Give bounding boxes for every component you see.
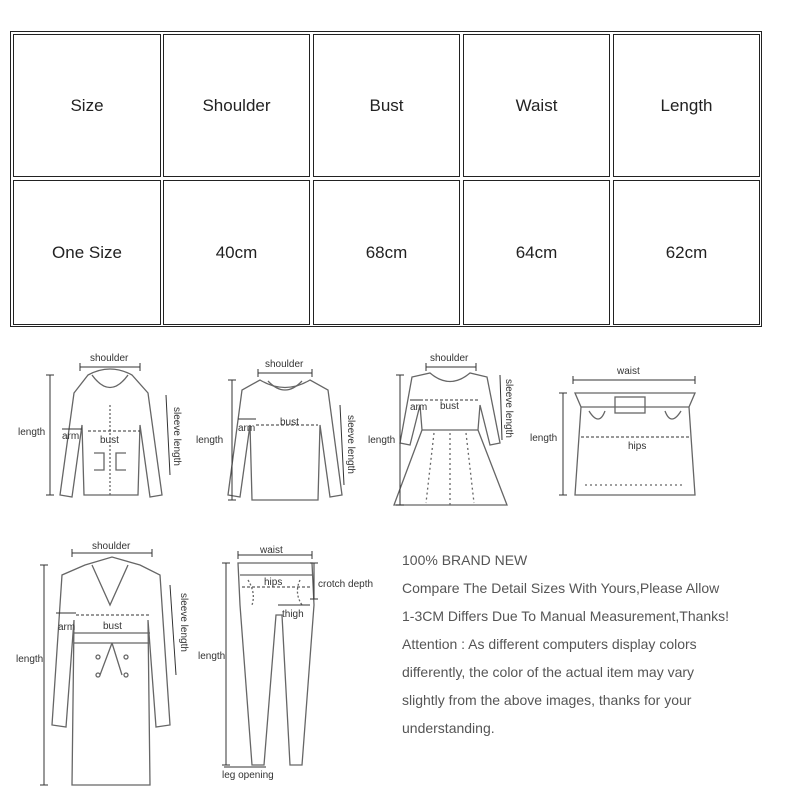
dress-shoulder-label: shoulder: [430, 353, 469, 364]
cell-size-value: One Size: [13, 180, 161, 325]
coat-bust-label: bust: [103, 621, 122, 632]
hoodie-shoulder-label: shoulder: [90, 353, 129, 364]
hoodie-length-label: length: [18, 427, 46, 438]
pants-crotch-depth-label: crotch depth: [318, 579, 374, 590]
sweater-sleeve-label: sleeve length: [345, 415, 356, 474]
sweater-arm-label: arm: [238, 423, 256, 434]
attention-text-line-2: differently, the color of the actual item may vary: [402, 664, 695, 680]
header-shoulder: Shoulder: [163, 34, 310, 177]
cell-length-value: 62cm: [613, 180, 760, 325]
compare-text-line-1: Compare The Detail Sizes With Yours,Please Allow: [402, 580, 720, 596]
pants-waist-label: waist: [260, 545, 283, 556]
hoodie-bust-label: bust: [100, 435, 119, 446]
brand-new-text: 100% BRAND NEW: [402, 552, 528, 568]
hoodie-sleeve-label: sleeve length: [171, 407, 182, 466]
pants-thigh-label: thigh: [282, 609, 304, 620]
dress-length-label: length: [368, 435, 396, 446]
coat-length-label: length: [16, 654, 44, 665]
attention-text-line-4: understanding.: [402, 720, 495, 736]
coat-shoulder-label: shoulder: [92, 541, 131, 552]
coat-diagram: [0, 535, 200, 795]
dress-bust-label: bust: [440, 401, 459, 412]
sweater-shoulder-label: shoulder: [265, 359, 304, 370]
dress-arm-label: arm: [410, 402, 428, 413]
skirt-length-label: length: [530, 433, 558, 444]
product-notes: [402, 546, 792, 742]
coat-sleeve-label: sleeve length: [178, 593, 189, 652]
pants-length-label: length: [198, 651, 226, 662]
hoodie-diagram: [0, 345, 200, 520]
pants-diagram: [190, 535, 390, 795]
header-length: Length: [613, 34, 760, 177]
sweater-bust-label: bust: [280, 417, 299, 428]
header-size: Size: [13, 34, 161, 177]
pants-leg-opening-label: leg opening: [222, 770, 274, 781]
hoodie-arm-label: arm: [62, 431, 80, 442]
attention-text-line-3: slightly from the above images, thanks for your: [402, 692, 692, 708]
sweater-diagram: [190, 345, 370, 520]
sweater-length-label: length: [196, 435, 224, 446]
cell-shoulder-value: 40cm: [163, 180, 310, 325]
pants-hips-label: hips: [264, 577, 283, 588]
dress-sleeve-label: sleeve length: [503, 379, 514, 438]
size-chart-table: [10, 31, 762, 327]
dress-diagram: [362, 345, 532, 520]
header-bust: Bust: [313, 34, 460, 177]
header-waist: Waist: [463, 34, 610, 177]
skirt-diagram: [525, 345, 710, 520]
cell-waist-value: 64cm: [463, 180, 610, 325]
coat-arm-label: arm: [58, 622, 76, 633]
attention-text-line-1: Attention : As different computers display colors: [402, 636, 697, 652]
skirt-waist-label: waist: [617, 366, 640, 377]
cell-bust-value: 68cm: [313, 180, 460, 325]
skirt-hips-label: hips: [628, 441, 647, 452]
compare-text-line-2: 1-3CM Differs Due To Manual Measurement,Thanks!: [402, 608, 730, 624]
